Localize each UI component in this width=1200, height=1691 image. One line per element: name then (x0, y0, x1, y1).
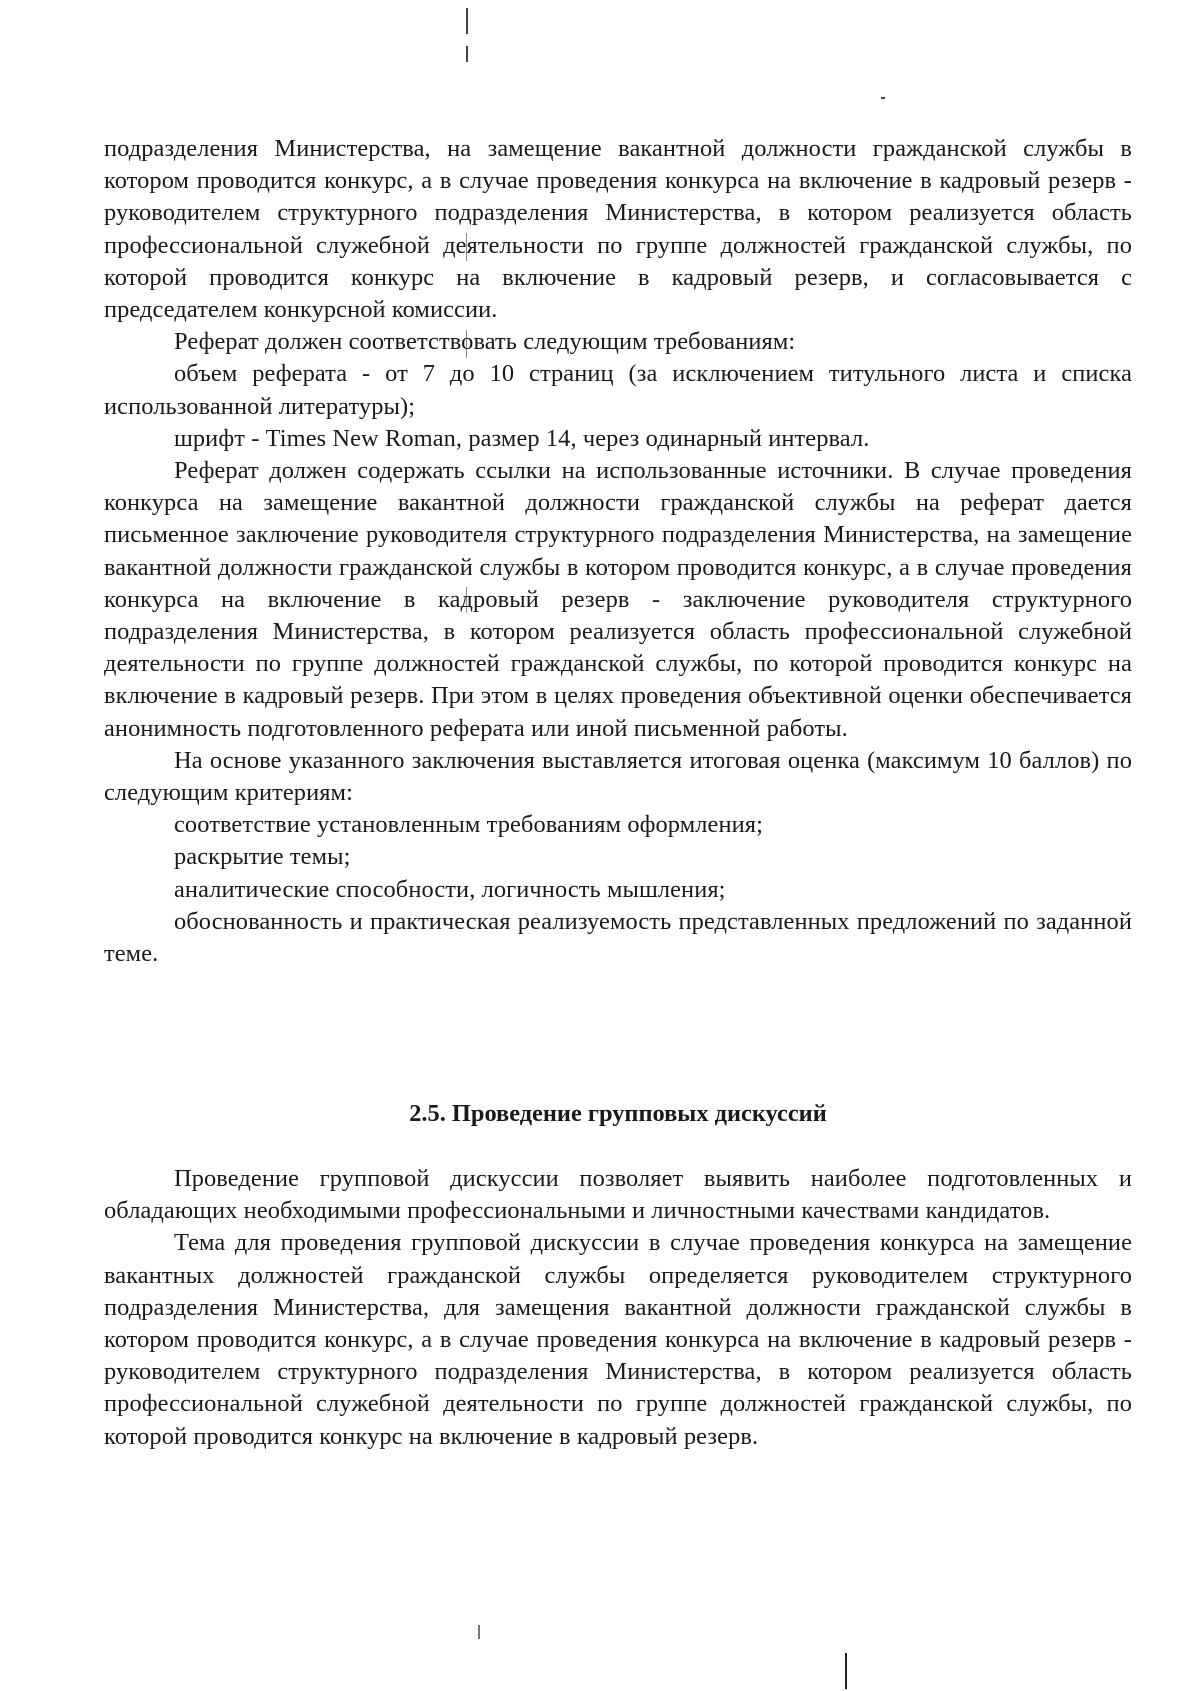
scan-mark-bottom-1 (478, 1625, 480, 1639)
discussion-paragraph: Проведение групповой дискуссии позволяет выявить наиболее подготовленных и обладающих необходимыми профессиональными и личностными качествами кандидатов. (104, 1165, 1132, 1225)
requirements-intro: Реферат должен соответствовать следующим требованиям: (174, 328, 796, 356)
discussion-paragraph: Тема для проведения групповой дискуссии в случае проведения конкурса на замещение вакантных должностей гражданской службы определяется руководителем структурного подразделения Министерства, для замещения вакантной должности гражданской службы в котором проводится конкурс, а в случае проведения конкурса на включение в кадровый резерв - руководителем структурного подразделения Министерства, в котором реализуется область профессиональной служебной деятельности по группе должностей гражданской службы, по которой проводится конкурс на включение в кадровый резерв. (104, 1229, 1132, 1450)
scan-mark-top-1 (466, 8, 468, 34)
requirement-font: шрифт - Times New Roman, размер 14, через одинарный интервал. (174, 424, 870, 452)
references-paragraph: Реферат должен содержать ссылки на использованные источники. В случае проведения конкурса на замещение вакантной должности гражданской службы на реферат дается письменное заключение руководителя структурного подразделения Министерства, на замещение вакантной должности гражданской службы в котором проводится конкурс, а в случае проведения конкурса на включение в кадровый резерв - заключение руководителя структурного подразделения Министерства, в котором реализуется область профессиональной служебной деятельности по группе должностей гражданской службы, по которой проводится конкурс на включение в кадровый резерв. При этом в целях проведения объективной оценки обеспечивается анонимность подготовленного реферата или иной письменной работы. (104, 457, 1132, 742)
scan-mark-dot (881, 97, 885, 99)
criterion-item: соответствие установленным требованиям оформления; (174, 811, 763, 839)
requirement-volume: объем реферата - от 7 до 10 страниц (за исключением титульного листа и списка использованной литературы); (104, 360, 1132, 420)
intro-paragraph: подразделения Министерства, на замещение вакантной должности гражданской службы в котором проводится конкурс, а в случае проведения конкурса на включение в кадровый резерв - руководителем структурного подразделения Министерства, в котором реализуется область профессиональной служебной деятельности по группе должностей гражданской службы, по которой проводится конкурс на включение в кадровый резерв, и согласовывается с председателем конкурсной комиссии. (104, 135, 1132, 324)
criterion-item: обоснованность и практическая реализуемость представленных предложений по заданной теме. (104, 907, 1132, 968)
scan-mark-top-2 (466, 46, 468, 62)
scan-mark-bottom-2 (845, 1653, 847, 1689)
body-text-upper (104, 133, 1132, 970)
body-text-lower (104, 1163, 1132, 1453)
criterion-item: раскрытие темы; (174, 843, 351, 871)
scoring-intro: На основе указанного заключения выставляется итоговая оценка (максимум 10 баллов) по следующим критериям: (104, 746, 1132, 807)
section-heading: 2.5. Проведение групповых дискуссий (409, 1100, 827, 1127)
criterion-item: аналитические способности, логичность мышления; (174, 875, 726, 903)
